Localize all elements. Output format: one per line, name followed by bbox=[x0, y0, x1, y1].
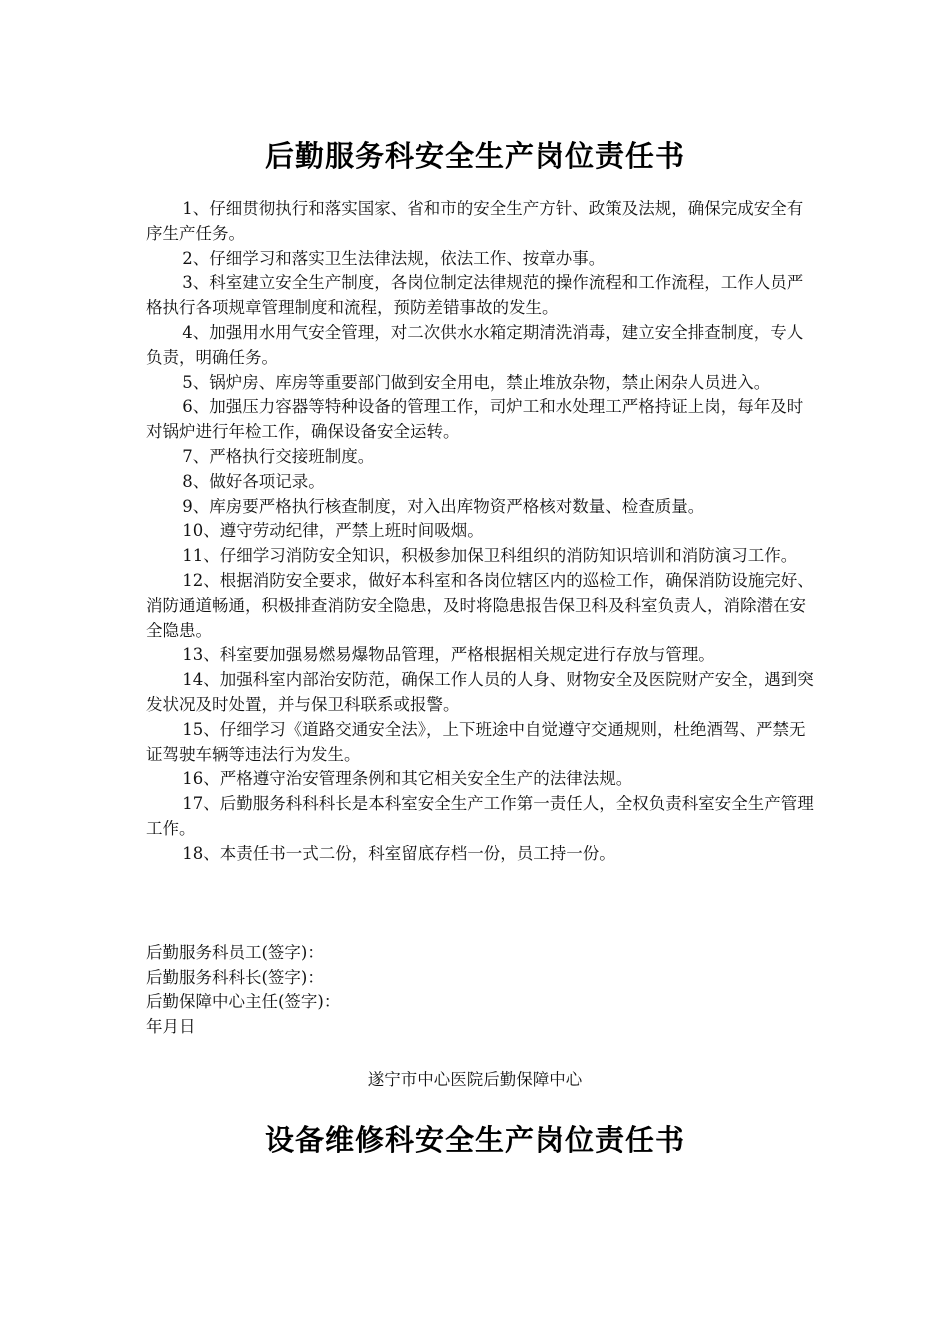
list-item: 14、加强科室内部治安防范，确保工作人员的人身、财物安全及医院财产安全，遇到突发状况及时处置，并与保卫科联系或报警。 bbox=[146, 670, 814, 714]
list-item: 9、库房要严格执行核查制度，对入出库物资严格核对数量、检查质量。 bbox=[182, 496, 705, 516]
organization-name: 遂宁市中心医院后勤保障中心 bbox=[367, 1070, 583, 1089]
responsibility-list bbox=[146, 197, 816, 867]
chief-signature-label: 后勤服务科科长(签字)： bbox=[146, 967, 324, 987]
list-item: 8、做好各项记录。 bbox=[182, 471, 325, 491]
list-item: 16、严格遵守治安管理条例和其它相关安全生产的法律法规。 bbox=[182, 769, 633, 789]
signature-block bbox=[146, 941, 646, 1039]
list-item: 11、仔细学习消防安全知识，积极参加保卫科组织的消防知识培训和消防演习工作。 bbox=[182, 546, 798, 566]
list-item: 7、严格执行交接班制度。 bbox=[182, 446, 375, 466]
list-item: 6、加强压力容器等特种设备的管理工作，司炉工和水处理工严格持证上岗，每年及时对锅炉进行年检工作，确保设备安全运转。 bbox=[146, 397, 804, 442]
date-label: 年月日 bbox=[146, 1016, 196, 1036]
next-document-title: 设备维修科安全生产岗位责任书 bbox=[264, 1123, 685, 1157]
director-signature-label: 后勤保障中心主任(签字)： bbox=[146, 992, 341, 1011]
list-item: 12、根据消防安全要求，做好本科室和各岗位辖区内的巡检工作，确保消防设施完好、消防通道畅通，积极排查消防安全隐患，及时将隐患报告保卫科及科室负责人，消除潜在安全隐患。 bbox=[146, 570, 814, 640]
list-item: 13、科室要加强易燃易爆物品管理，严格根据相关规定进行存放与管理。 bbox=[182, 645, 715, 665]
list-item: 2、仔细学习和落实卫生法律法规，依法工作、按章办事。 bbox=[182, 248, 606, 268]
document-title: 后勤服务科安全生产岗位责任书 bbox=[264, 139, 685, 173]
employee-signature-label: 后勤服务科员工(签字)： bbox=[146, 943, 324, 962]
list-item: 3、科室建立安全生产制度，各岗位制定法律规范的操作流程和工作流程，工作人员严格执行各项规章管理制度和流程，预防差错事故的发生。 bbox=[146, 273, 804, 318]
list-item: 1、仔细贯彻执行和落实国家、省和市的安全生产方针、政策及法规，确保完成安全有序生产任务。 bbox=[146, 199, 804, 243]
list-item: 17、后勤服务科科科长是本科室安全生产工作第一责任人，全权负责科室安全生产管理工作。 bbox=[146, 794, 814, 838]
list-item: 5、锅炉房、库房等重要部门做到安全用电，禁止堆放杂物，禁止闲杂人员进入。 bbox=[182, 372, 771, 392]
list-item: 15、仔细学习《道路交通安全法》，上下班途中自觉遵守交通规则，杜绝酒驾、严禁无证驾驶车辆等违法行为发生。 bbox=[146, 719, 806, 764]
list-item: 4、加强用水用气安全管理，对二次供水水箱定期清洗消毒，建立安全排查制度，专人负责，明确任务。 bbox=[146, 322, 804, 367]
list-item: 10、遵守劳动纪律，严禁上班时间吸烟。 bbox=[182, 521, 484, 541]
list-item: 18、本责任书一式二份，科室留底存档一份，员工持一份。 bbox=[182, 843, 616, 863]
